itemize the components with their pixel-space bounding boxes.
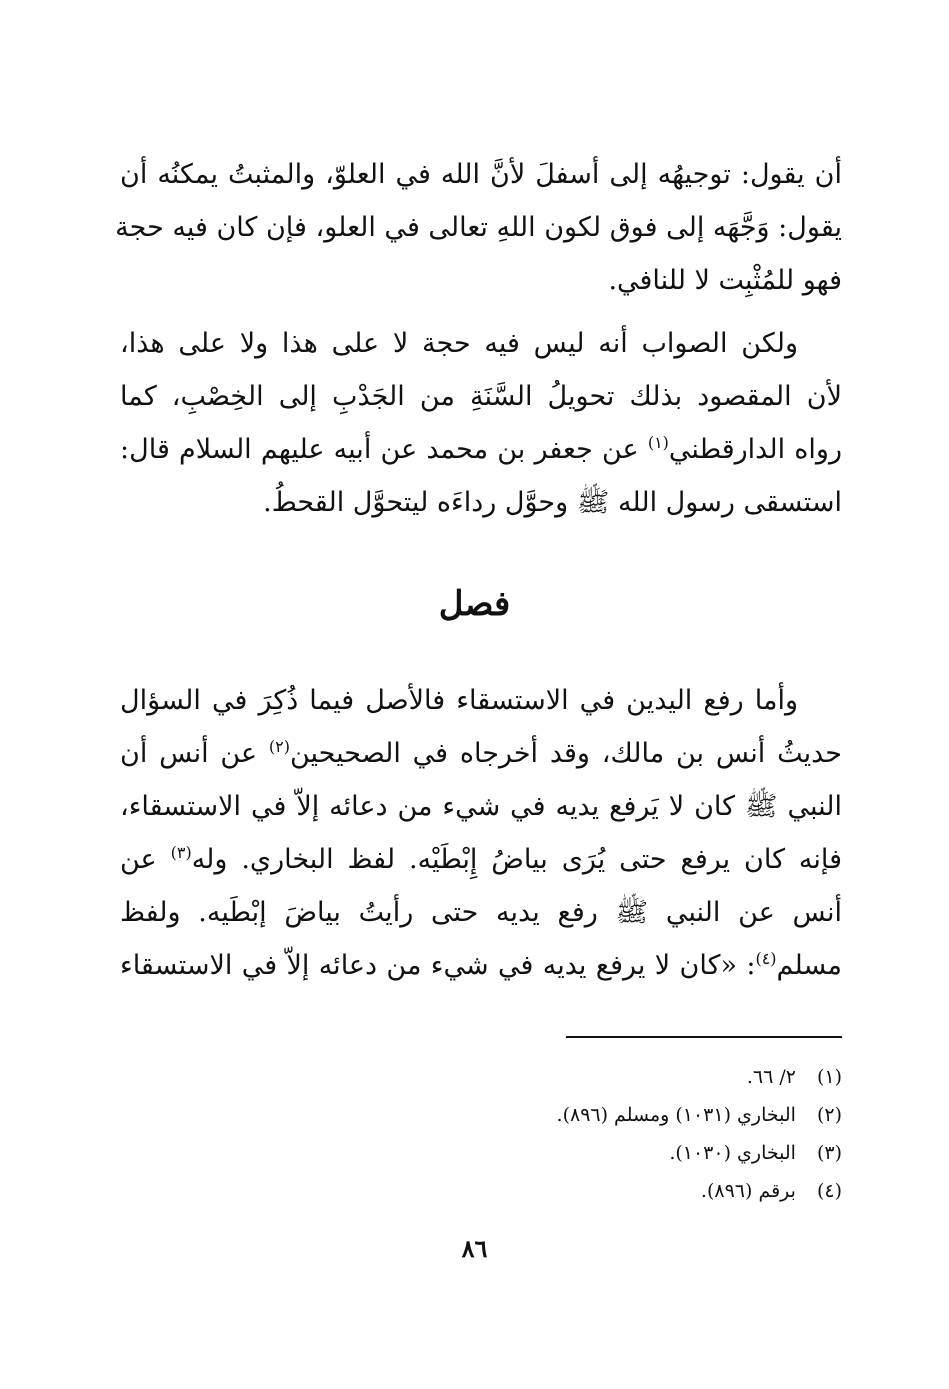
text-segment: عن جعفر بن محمد عن أبيه عليهم السلام قال:: [120, 434, 648, 465]
text-line: النبي ﷺ كان لا يَرفع يديه في شيء من دعائه إلاّ في الاستسقاء،: [120, 791, 842, 822]
paragraph-1: [115, 148, 842, 307]
footnote-number: (٤): [816, 1180, 842, 1202]
footnote-item: [557, 1096, 842, 1134]
footnote-number: (٣): [816, 1142, 842, 1164]
footnote-ref-2[interactable]: (٢): [268, 737, 290, 756]
text-line: [120, 939, 842, 992]
footnote-item: [557, 1134, 842, 1172]
page-number: ٨٦: [461, 1234, 488, 1263]
text-line: [120, 727, 842, 780]
footnote-item: [557, 1172, 842, 1210]
text-line: ولكن الصواب أنه ليس فيه حجة لا على هذا ولا على هذا،: [120, 328, 798, 359]
text-segment: رواه الدارقطني: [668, 434, 842, 465]
footnote-text: البخاري (١٠٣١) ومسلم (٨٩٦).: [556, 1104, 796, 1126]
footnote-ref-3[interactable]: (٣): [170, 843, 192, 862]
text-segment: : «كان لا يرفع يديه في شيء من دعائه إلاّ في الاستسقاء: [120, 950, 756, 981]
text-line: أن يقول: توجيهُه إلى أسفلَ لأنَّ الله في العلوّ، والمثبتُ يمكنُه أن: [120, 159, 842, 190]
footnote-number: (١): [816, 1066, 842, 1088]
footnote-ref-4[interactable]: (٤): [755, 949, 777, 968]
text-segment: عن أنس أن: [120, 738, 269, 769]
footnote-item: [557, 1058, 842, 1096]
text-line: فهو للمُثْبِت لا للنافي.: [608, 265, 842, 296]
footnote-ref-1[interactable]: (١): [647, 433, 669, 452]
text-line: [120, 833, 842, 886]
main-text-block: [115, 148, 842, 529]
text-line: وأما رفع اليدين في الاستسقاء فالأصل فيما ذُكِرَ في السؤال: [120, 685, 798, 716]
text-segment: عن: [120, 844, 171, 875]
footnote-text: برقم (٨٩٦).: [700, 1180, 796, 1202]
footnote-text: ٢/ ٦٦.: [746, 1066, 796, 1088]
footnotes: [557, 1058, 842, 1210]
text-line: [120, 423, 842, 476]
section-heading: فصل: [438, 584, 511, 624]
text-segment: فإنه كان يرفع حتى يُرَى بياضُ إِبْطَيْه. لفظ البخاري. وله: [191, 844, 843, 875]
text-line: أنس عن النبي ﷺ رفع يديه حتى رأيتُ بياضَ إبْطَيه. ولفظ: [120, 897, 842, 928]
text-line: يقول: وَجَّهَه إلى فوق لكون اللهِ تعالى في العلو، فإن كان فيه حجة: [115, 212, 842, 243]
text-line: استسقى رسول الله ﷺ وحوَّل رداءَه ليتحوَّل القحطُ.: [263, 487, 842, 518]
paragraph-2: [120, 317, 842, 529]
footnote-text: البخاري (١٠٣٠).: [669, 1142, 796, 1164]
section-body: [120, 674, 842, 992]
text-segment: حديثُ أنس بن مالك، وقد أخرجاه في الصحيحين: [289, 738, 843, 769]
footnote-number: (٢): [816, 1104, 842, 1126]
footnote-divider: [566, 1036, 842, 1038]
paragraph-3: [120, 674, 842, 992]
text-segment: مسلم: [776, 950, 842, 981]
text-line: لأن المقصود بذلك تحويلُ السَّنَةِ من الجَدْبِ إلى الخِصْبِ، كما: [120, 381, 842, 412]
